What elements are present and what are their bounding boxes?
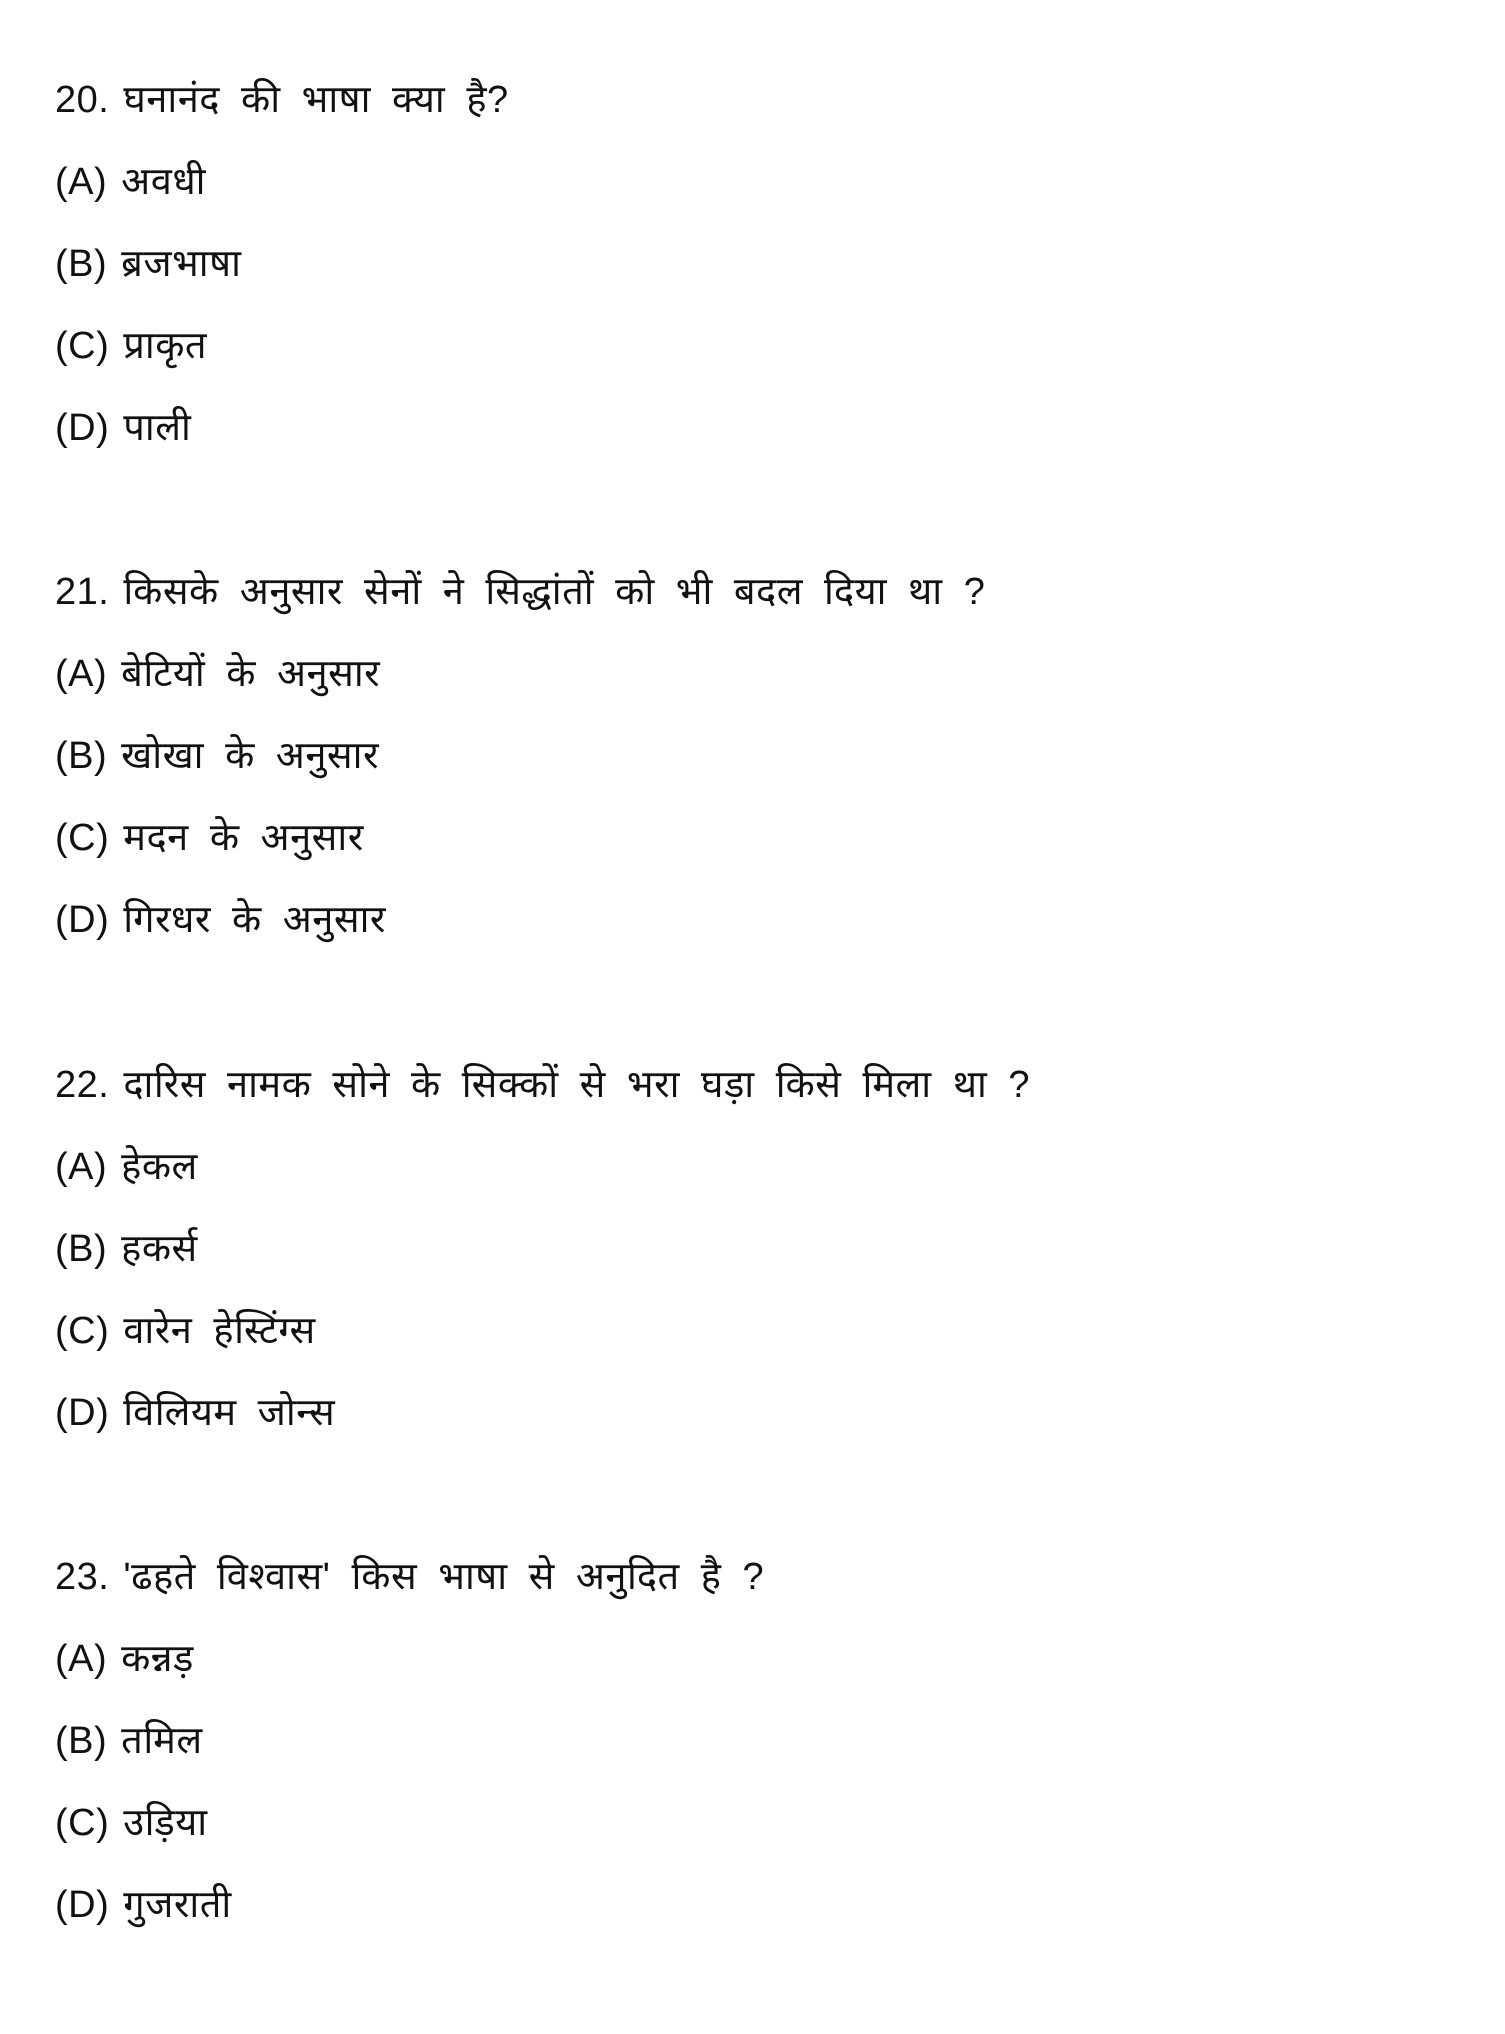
option-label: (C) — [55, 1802, 110, 1844]
option-text: हकर्स — [121, 1228, 198, 1270]
option-label: (D) — [55, 407, 110, 449]
option-text: मदन के अनुसार — [123, 817, 364, 859]
option-label: (A) — [55, 653, 108, 695]
question-20 — [55, 59, 1455, 469]
option-a[interactable] — [55, 1126, 1455, 1208]
option-d[interactable] — [55, 1372, 1455, 1454]
option-text: कन्नड़ — [121, 1638, 194, 1680]
option-label: (D) — [55, 1884, 110, 1926]
question-stem — [55, 551, 1455, 633]
option-c[interactable] — [55, 797, 1455, 879]
option-label: (B) — [55, 1228, 108, 1270]
question-number: 20. — [55, 79, 110, 121]
option-a[interactable] — [55, 141, 1455, 223]
option-b[interactable] — [55, 1208, 1455, 1290]
option-text: गिरधर के अनुसार — [123, 899, 386, 941]
option-c[interactable] — [55, 1290, 1455, 1372]
question-23 — [55, 1536, 1455, 1946]
question-text: घनानंद की भाषा क्या है? — [123, 79, 509, 121]
option-text: बेटियों के अनुसार — [121, 653, 381, 695]
question-stem — [55, 1044, 1455, 1126]
question-stem — [55, 59, 1455, 141]
option-d[interactable] — [55, 879, 1455, 961]
option-a[interactable] — [55, 1618, 1455, 1700]
option-label: (A) — [55, 1638, 108, 1680]
option-text: अवधी — [121, 161, 207, 203]
option-d[interactable] — [55, 387, 1455, 469]
option-text: पाली — [123, 407, 192, 449]
option-label: (C) — [55, 325, 110, 367]
question-22 — [55, 1044, 1455, 1454]
question-number: 23. — [55, 1556, 110, 1598]
question-number: 21. — [55, 571, 110, 613]
option-label: (C) — [55, 817, 110, 859]
option-text: उड़िया — [123, 1802, 208, 1844]
question-number: 22. — [55, 1064, 110, 1106]
option-text: तमिल — [121, 1720, 203, 1762]
option-c[interactable] — [55, 305, 1455, 387]
option-text: हेकल — [121, 1146, 198, 1188]
question-stem — [55, 1536, 1455, 1618]
option-c[interactable] — [55, 1782, 1455, 1864]
option-text: वारेन हेस्टिंग्स — [123, 1310, 316, 1352]
option-text: गुजराती — [123, 1884, 232, 1926]
option-label: (D) — [55, 899, 110, 941]
question-text: 'ढहते विश्वास' किस भाषा से अनुदित है ? — [123, 1556, 765, 1598]
option-text: ब्रजभाषा — [121, 243, 242, 285]
option-a[interactable] — [55, 633, 1455, 715]
option-label: (A) — [55, 161, 108, 203]
option-b[interactable] — [55, 223, 1455, 305]
option-b[interactable] — [55, 1700, 1455, 1782]
option-label: (C) — [55, 1310, 110, 1352]
option-label: (D) — [55, 1392, 110, 1434]
question-21 — [55, 551, 1455, 961]
question-text: किसके अनुसार सेनों ने सिद्धांतों को भी बदल दिया था ? — [123, 571, 986, 613]
option-d[interactable] — [55, 1864, 1455, 1946]
option-label: (B) — [55, 735, 108, 777]
option-b[interactable] — [55, 715, 1455, 797]
option-text: प्राकृत — [123, 325, 208, 367]
option-label: (B) — [55, 243, 108, 285]
option-label: (B) — [55, 1720, 108, 1762]
option-text: विलियम जोन्स — [123, 1392, 336, 1434]
option-label: (A) — [55, 1146, 108, 1188]
option-text: खोखा के अनुसार — [121, 735, 380, 777]
question-text: दारिस नामक सोने के सिक्कों से भरा घड़ा किसे मिला था ? — [123, 1064, 1031, 1106]
